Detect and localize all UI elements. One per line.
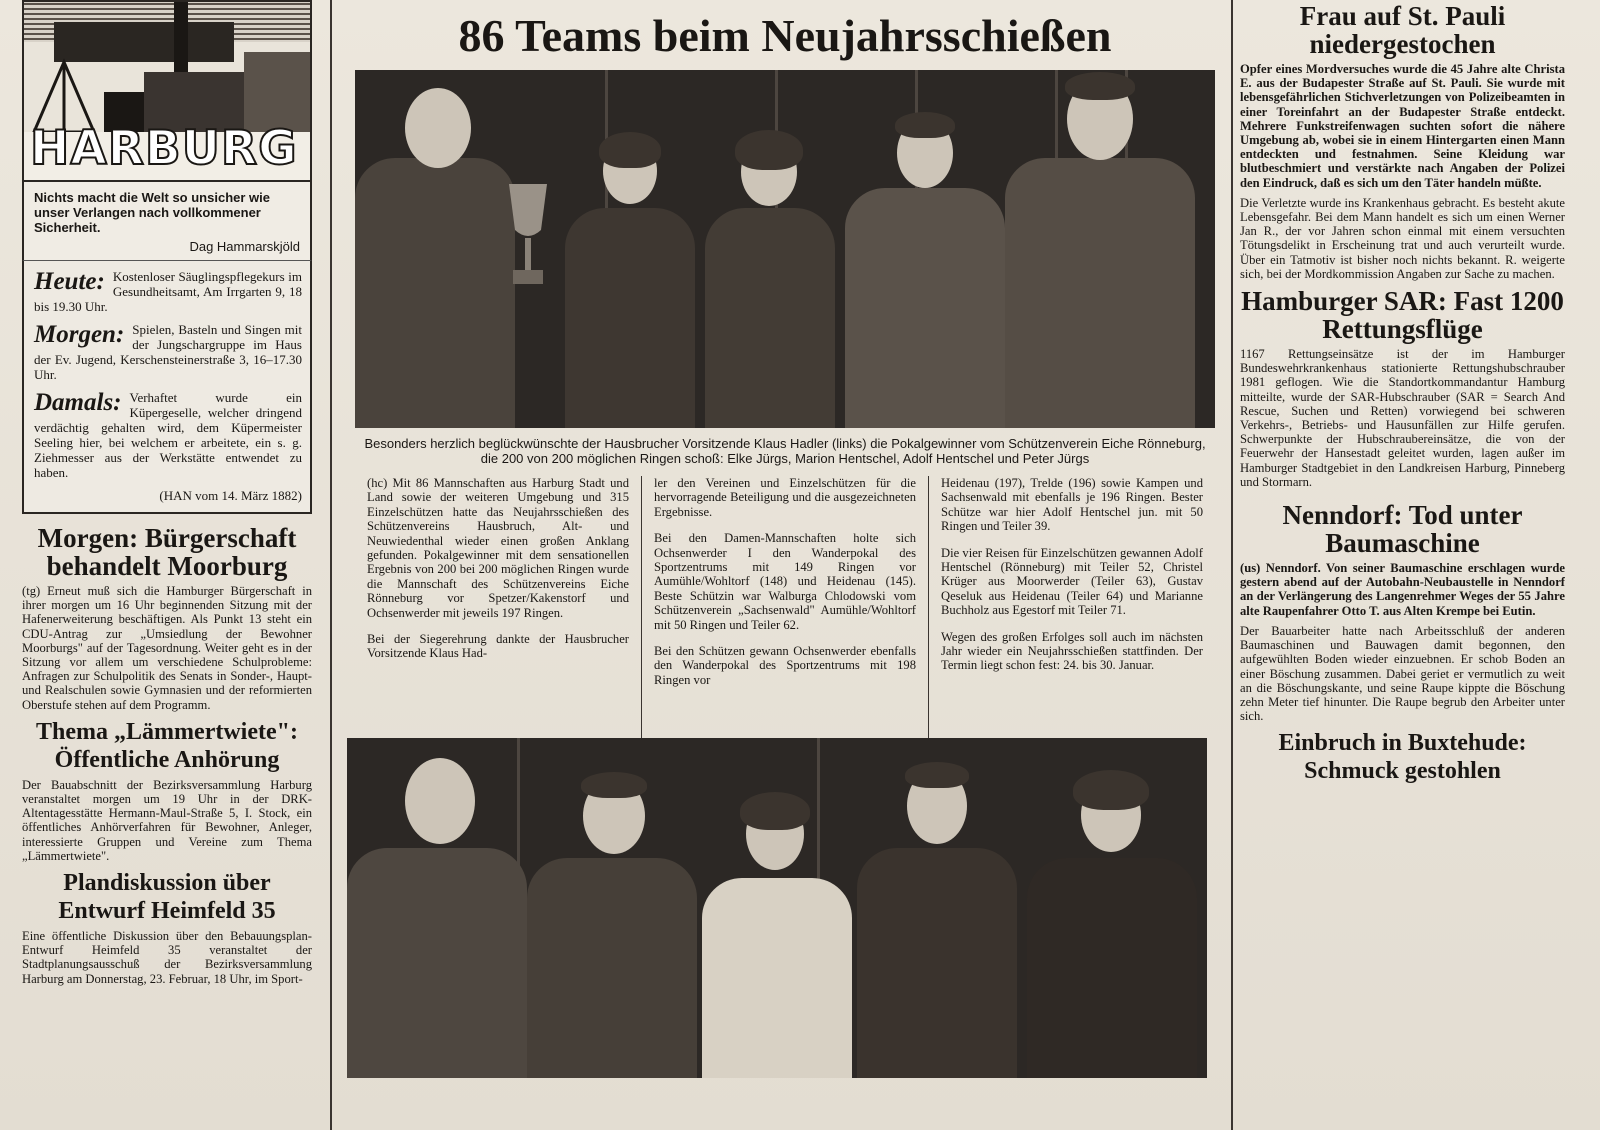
column-rule bbox=[330, 0, 332, 1130]
main-headline: 86 Teams beim Neujahrsschießen bbox=[458, 10, 1112, 61]
agenda-label: Morgen: bbox=[34, 321, 125, 348]
left-column bbox=[22, 0, 312, 1130]
article-body: Die Verletzte wurde ins Krankenhaus gebracht. Es besteht akute Lebensgefahr. Bei dem Mann handelt es sich um einen Werner Jan R., der vor Jahren schon einmal mit einem versuchten Tötungsdelikt in Erscheinung trat und auch verurteilt wurde. Über ein Tatmotiv ist bisher noch nichts bekannt. R. weigerte sich, bei der Mordkommission Angaben zur Sache zu machen. bbox=[1240, 195, 1565, 281]
paragraph: Bei der Siegerehrung dankte der Hausbrucher Vorsitzende Klaus Had- bbox=[367, 632, 629, 661]
paragraph: ler den Vereinen und Einzelschützen für die hervorragende Beteiligung und die ausgezeichneten Ergebnisse. bbox=[654, 476, 916, 519]
agenda-source: (HAN vom 14. März 1882) bbox=[159, 488, 302, 503]
person-figure bbox=[1027, 778, 1197, 1078]
photo-group-portrait bbox=[347, 738, 1207, 1078]
factory-illustration bbox=[24, 2, 310, 132]
agenda-text: Spielen, Basteln und Singen mit der Jungschargruppe im Haus der Ev. Jugend, Kerschensteinerstraße 3, 16–17.30 Uhr. bbox=[34, 322, 302, 382]
paragraph: Die vier Reisen für Einzelschützen gewannen Adolf Hentschel (Rönneburg) mit Teiler 52, Christel Krüger aus Moorwerder (Teiler 63), Gustav Qeseluk aus Heidenau (Teiler 64) und Marianne Buchholz aus Egestorf mit Teiler 71. bbox=[941, 545, 1203, 618]
article-headline: Morgen: Bürgerschaft behandelt Moorburg bbox=[37, 523, 297, 581]
article-lead: Opfer eines Mordversuches wurde die 45 Jahre alte Christa E. aus der Budapester Straße auf St. Pauli. Sie wurde mit lebensgefährlichen Stichverletzungen von Polizeibeamten in einer Toreinfahrt an der Budapester Straße entdeckt. Mehrere Funkstreifenwagen suchten sofort die nähere Umgebung ab, wobei sie in einem Hintergarten einen Mann entdeckten und festnahmen. Seine Kleidung war blutbeschmiert und verstärkte nach Angaben der Polizei den Eindruck, daß es sich um den Täter handeln müßte. bbox=[1240, 62, 1565, 190]
column-rule bbox=[1231, 0, 1233, 1130]
article-column bbox=[355, 476, 641, 738]
quote-author: Dag Hammarskjöld bbox=[22, 239, 312, 260]
article-body: (tg) Erneut muß sich die Hamburger Bürgerschaft in ihrer morgen um 16 Uhr beginnenden Sitzung mit der Hafenerweiterung beschäftigen. Als Punkt 13 steht ein CDU-Antrag zur „Umsiedlung der Bewohner Moorburgs" auf der Tagesordnung. Weiter geht es in der Sitzung vor allem um verschiedene Schulprobleme: Anfragen zur Schulpolitik des Senats in Sonder-, Haupt- und Realschulen sowie Gymnasien und der reformierten Oberstufe stehen auf dem Programm. bbox=[22, 584, 312, 712]
article-columns bbox=[355, 476, 1215, 738]
agenda-text: Kostenloser Säuglingspflegekurs im Gesundheitsamt, Am Irrgarten 9, 18 bis 19.30 Uhr. bbox=[34, 269, 302, 314]
agenda-item-damals bbox=[34, 390, 302, 480]
article-headline: Einbruch in Buxtehude: Schmuck gestohlen bbox=[1278, 730, 1527, 785]
article-body: Der Bauarbeiter hatte nach Arbeitsschluß der anderen Baumaschinen und Bauwagen damit begonnen, den aufgewühlten Boden wieder einzuebnen. Er schob Boden an einer Böschung zusammen. Dabei geriet er vermutlich zu weit an die Böschungskante, und seine Raupe kippte die Böschung zehn Meter tief hinunter. Die Raupe begrub den Arbeiter unter sich. bbox=[1240, 623, 1565, 724]
paragraph: (hc) Mit 86 Mannschaften aus Harburg Stadt und Land sowie der weiteren Umgebung und 315 Einzelschützen hatte das Neujahrsschießen des Schützenvereins Hausbruch, Alt- und Neuwiedenthal wieder einen großen Anklang gefunden. Pokalgewinner mit dem sensationellen Ergebnis von 200 bei 200 möglichen Ringen wurde die Mannschaft des Schützenvereins Eiche Rönneburg vor Spetzer/Kakenstorf und Ochsenwerder mit jeweils 197 Ringen. bbox=[367, 476, 629, 620]
article-body: 1167 Rettungseinsätze ist der im Hamburger Bundeswehrkrankenhaus stationierte Rettungshubschrauber 1981 geflogen. Wie die Standortkommandantur Hamburg mitteilte, wurde der SAR-Hubschrauber (SAR = Search And Rescue, Suchen und Retten) vorwiegend bei schweren Verkehrs-, Betriebs- und Hausunfällen zur Hilfe gerufen. Schwerpunkte der Hubschraubereinsätze, die von der Feuerwehr der Hansestadt geleitet wurden, lagen außer im Hamburger Stadtgebiet in den Landkreisen Harburg, Pinneberg und Stormarn. bbox=[1240, 347, 1565, 489]
photo-award-ceremony bbox=[355, 70, 1215, 428]
article-headline: Plandiskussion über Entwurf Heimfeld 35 bbox=[58, 870, 276, 925]
person-figure bbox=[355, 78, 525, 428]
agenda-box bbox=[22, 260, 312, 514]
article-headline: Thema „Lämmertwiete": Öffentliche Anhörung bbox=[36, 718, 298, 773]
person-figure bbox=[527, 778, 697, 1078]
article-body: Der Bauabschnitt der Bezirksversammlung Harburg veranstaltet morgen um 19 Uhr in der DRK-Altentagesstätte Hermann-Maul-Straße 5, I. Stock, ein öffentliches Anhörverfahren für Bewohner, Anleger, interessierte Gruppen und Vereine zum Thema „Lämmertwiete". bbox=[22, 777, 312, 863]
quote-text: Nichts macht die Welt so unsicher wie unser Verlangen nach vollkommener Sicherheit. bbox=[22, 182, 312, 239]
agenda-item-morgen bbox=[34, 322, 302, 382]
right-column bbox=[1240, 0, 1565, 1130]
article-lead: (us) Nenndorf. Von seiner Baumaschine erschlagen wurde gestern abend auf der Autobahn-Neubaustelle in Nenndorf an der Verlängerung des Langenrehmer Weges der 55 Jahre alte Raupenfahrer Otto T. aus Alten Krempe bei Eutin. bbox=[1240, 561, 1565, 618]
paragraph: Wegen des großen Erfolges soll auch im nächsten Jahr wieder ein Neujahrsschießen stattfinden. Der Termin liegt schon fest: 24. bis 30. Januar. bbox=[941, 629, 1203, 673]
person-figure bbox=[857, 768, 1017, 1078]
agenda-label: Damals: bbox=[34, 389, 122, 416]
photo-caption: Besonders herzlich beglückwünschte der Hausbrucher Vorsitzende Klaus Hadler (links) die Pokalgewinner vom Schützenverein Eiche Rönneburg, die 200 von 200 möglichen Ringen schoß: Elke Jürgs, Marion Hentschel, Adolf Hentschel und Peter Jürgs bbox=[364, 436, 1206, 466]
article-column bbox=[928, 476, 1215, 738]
person-figure bbox=[1005, 78, 1195, 428]
person-figure bbox=[565, 138, 695, 428]
person-figure bbox=[347, 758, 527, 1078]
harburg-masthead bbox=[22, 0, 312, 182]
article-column bbox=[641, 476, 928, 738]
paragraph: Bei den Damen-Mannschaften holte sich Ochsenwerder I den Wanderpokal des Sportzentrums mit 149 Ringen vor Aumühle/Wohltorf (148) und Heidenau (145). Beste Schützin war Walburga Chlodowski vom Schützenverein „Sachsenwald" Aumühle/Wohltorf mit 50 Ringen und Teiler 62. bbox=[654, 531, 916, 632]
article-body: Eine öffentliche Diskussion über den Bebauungsplan-Entwurf Heimfeld 35 veranstaltet der Stadtplanungsausschuß der Bezirksversammlung Harburg am Donnerstag, 23. Februar, 18 Uhr, im Sport- bbox=[22, 929, 312, 986]
article-headline: Frau auf St. Pauli niedergestochen bbox=[1299, 1, 1506, 59]
article-headline: Nenndorf: Tod unter Baumaschine bbox=[1282, 500, 1523, 559]
middle-column bbox=[345, 0, 1225, 1130]
agenda-label: Heute: bbox=[34, 268, 105, 295]
agenda-text: Verhaftet wurde ein Küpergeselle, welcher dringend verdächtig gehalten wird, dem Küpermeister Seeling hier, bei welchem er arbeitete, ein s. g. Ziehmesser aus der Werkstätte entwendet zu haben. bbox=[34, 390, 302, 480]
person-figure bbox=[705, 138, 835, 428]
person-figure bbox=[702, 798, 852, 1078]
trophy-icon bbox=[505, 180, 551, 290]
person-figure bbox=[845, 118, 1005, 428]
article-headline: Hamburger SAR: Fast 1200 Rettungsflüge bbox=[1241, 286, 1564, 345]
paragraph: Bei den Schützen gewann Ochsenwerder ebenfalls den Wanderpokal des Sportzentrums mit 198 Ringen vor bbox=[654, 644, 916, 687]
masthead-title: HARBURG bbox=[30, 121, 298, 176]
paragraph: Heidenau (197), Trelde (196) sowie Kampen und Sachsenwald mit ebenfalls je 196 Ringen. Bester Schütze war hier Adolf Hentschel jun. mit 50 Ringen und Teiler 39. bbox=[941, 476, 1203, 534]
agenda-item-heute bbox=[34, 269, 302, 314]
